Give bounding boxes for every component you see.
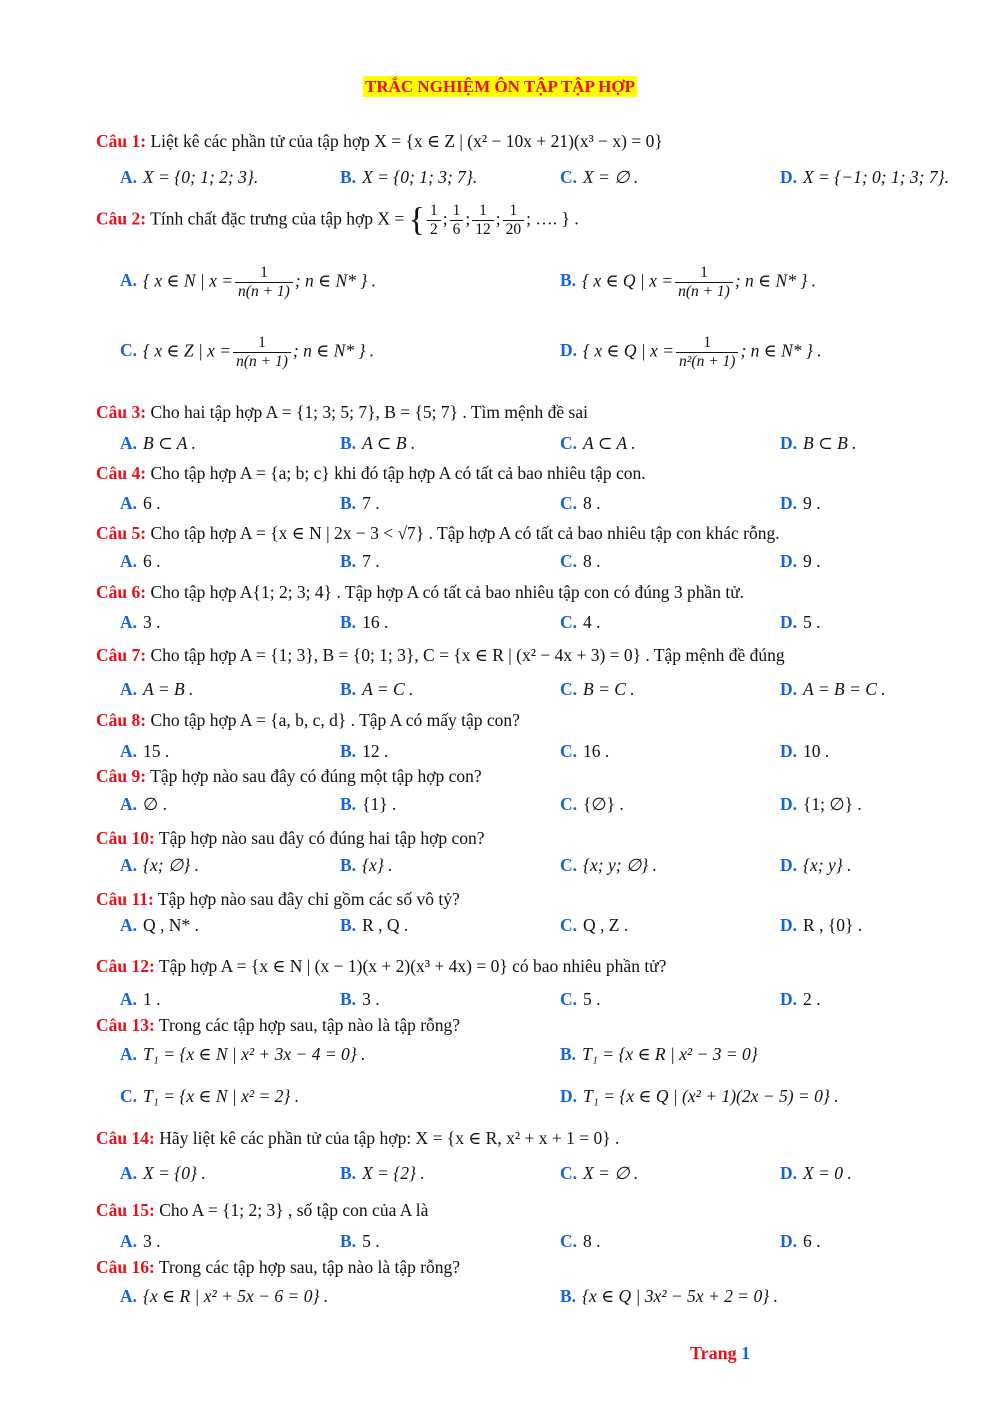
question-7: Câu 7: Cho tập hợp A = {1; 3}, B = {0; 1; 3}, C = {x ∈ R | (x² − 4x + 3) = 0} . Tập mệnh đề đúng xyxy=(96,645,785,665)
options-3: A. B ⊂ A . B. A ⊂ B . C. A ⊂ A . D. B ⊂ B . xyxy=(120,433,857,453)
option-a: A. X = {0; 1; 2; 3}. xyxy=(120,167,259,187)
options-12: A. 1 . B. 3 . C. 5 . D. 2 . xyxy=(120,989,821,1009)
question-13: Câu 13: Trong các tập hợp sau, tập nào là tập rỗng? xyxy=(96,1015,461,1035)
options-1 xyxy=(0,167,1000,191)
option-b: B. X = {0; 1; 3; 7}. xyxy=(340,167,478,187)
option-d: D. { x ∈ Q | x = $\frac{1}{\text{n²(n + 1)}}$ ; n ∈ N* } . xyxy=(560,334,822,370)
options-16: A. {x ∈ R | x² + 5x − 6 = 0} . B. {x ∈ Q | 3x² − 5x + 2 = 0} . xyxy=(120,1286,778,1306)
options-14: A. X = {0} . B. X = {2} . C. X = ∅ . D. X = 0 . xyxy=(120,1163,852,1183)
question-4: Câu 4: Cho tập hợp A = {a; b; c} khi đó tập hợp A có tất cả bao nhiêu tập con. xyxy=(96,463,646,483)
options-4: A. 6 . B. 7 . C. 8 . D. 9 . xyxy=(120,493,821,513)
page-title: TRẮC NGHIỆM ÔN TẬP TẬP HỢP xyxy=(365,77,635,96)
options-13a: A. T₁ = {x ∈ N | x² + 3x − 4 = 0} . B. T₁ = {x ∈ R | x² − 3 = 0} xyxy=(120,1044,758,1064)
question-11: Câu 11: Tập hợp nào sau đây chỉ gồm các số vô tỷ? xyxy=(96,889,460,909)
question-9: Câu 9: Tập hợp nào sau đây có đúng một tập hợp con? xyxy=(96,766,482,786)
question-2: Câu 2: Tính chất đặc trưng của tập hợp X = { $\frac{1}{2}$ ; $\frac{1}{6}$ ; $\frac{1}{12}$ ; $\frac{1}{20}$ ; …. } . xyxy=(96,201,579,239)
options-13b: C. T₁ = {x ∈ N | x² = 2} . D. T₁ = {x ∈ Q | (x² + 1)(2x − 5) = 0} . xyxy=(120,1086,839,1106)
question-16: Câu 16: Trong các tập hợp sau, tập nào là tập rỗng? xyxy=(96,1257,461,1277)
question-5: Câu 5: Cho tập hợp A = {x ∈ N | 2x − 3 < √7} . Tập hợp A có tất cả bao nhiêu tập con khác rỗng. xyxy=(96,523,780,543)
options-15: A. 3 . B. 5 . C. 8 . D. 6 . xyxy=(120,1231,821,1251)
question-1: Câu 1: Liệt kê các phần tử của tập hợp X = {x ∈ Z | (x² − 10x + 21)(x³ − x) = 0} xyxy=(96,131,663,151)
option-b: B. { x ∈ Q | x = $\frac{1}{n(n + 1)}$ ; n ∈ N* } . xyxy=(560,264,817,300)
question-8: Câu 8: Cho tập hợp A = {a, b, c, d} . Tập A có mấy tập con? xyxy=(96,710,520,730)
options-11: A. Q , N* . B. R , Q . C. Q , Z . D. R , {0} . xyxy=(120,915,863,935)
options-7: A. A = B . B. A = C . C. B = C . D. A = B = C . xyxy=(120,679,886,699)
question-3: Câu 3: Cho hai tập hợp A = {1; 3; 5; 7}, B = {5; 7} . Tìm mệnh đề sai xyxy=(96,402,588,422)
option-a: A. { x ∈ N | x = $\frac{1}{n(n + 1)}$ ; n ∈ N* } . xyxy=(120,264,377,300)
question-6: Câu 6: Cho tập hợp A{1; 2; 3; 4} . Tập hợp A có tất cả bao nhiêu tập con có đúng 3 phần tử. xyxy=(96,582,745,602)
question-15: Câu 15: Cho A = {1; 2; 3} , số tập con của A là xyxy=(96,1200,429,1220)
question-12: Câu 12: Tập hợp A = {x ∈ N | (x − 1)(x + 2)(x³ + 4x) = 0} có bao nhiêu phần tử? xyxy=(96,956,667,976)
options-10: A. {x; ∅} . B. {x} . C. {x; y; ∅} . D. {x; y} . xyxy=(120,855,852,875)
options-6: A. 3 . B. 16 . C. 4 . D. 5 . xyxy=(120,612,821,632)
question-14: Câu 14: Hãy liệt kê các phần tử của tập hợp: X = {x ∈ R, x² + x + 1 = 0} . xyxy=(96,1128,620,1148)
options-9: A. ∅ . B. {1} . C. {∅} . D. {1; ∅} . xyxy=(120,794,862,814)
page-number: Trang 1 xyxy=(690,1343,751,1363)
question-10: Câu 10: Tập hợp nào sau đây có đúng hai tập hợp con? xyxy=(96,828,485,848)
option-c: C. X = ∅ . xyxy=(560,167,639,187)
option-c: C. { x ∈ Z | x = $\frac{1}{n(n + 1)}$ ; n ∈ N* } . xyxy=(120,334,375,370)
option-d: D. X = {−1; 0; 1; 3; 7}. xyxy=(780,167,950,187)
options-8: A. 15 . B. 12 . C. 16 . D. 10 . xyxy=(120,741,830,761)
options-5: A. 6 . B. 7 . C. 8 . D. 9 . xyxy=(120,551,821,571)
